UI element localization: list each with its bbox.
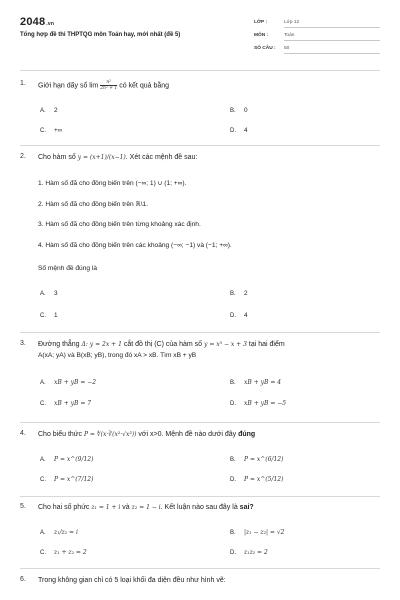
option-b[interactable]: B. 0 (230, 107, 248, 114)
question-number: 6. (20, 576, 26, 583)
question-text: Cho hai số phức z₁ = 1 + i và z₂ = 1 − i. Kết luận nào sau đây là sai? (38, 504, 254, 511)
question-text: Cho hàm số y = (x+1)/(x−1). Xét các mệnh đề sau: (38, 154, 198, 161)
option-a[interactable]: A. 2 (40, 107, 58, 114)
question-text: Trong không gian chỉ có 5 loại khối đa diện đều như hình vẽ: (38, 577, 226, 584)
subject-value: Toán (284, 33, 380, 41)
option-d[interactable]: D. z₁z₂ = 2 (230, 549, 268, 556)
option-c[interactable]: C. P = x^(7/12) (40, 476, 94, 483)
question-prompt: Số mệnh đề đúng là (38, 265, 98, 272)
divider (20, 568, 380, 569)
option-b[interactable]: B. xB + yB = 4 (230, 379, 282, 386)
option-c[interactable]: C. 1 (40, 312, 58, 319)
question-number: 4. (20, 430, 26, 437)
question-text: Cho biểu thức P = ∜(x·∛(x²·√x³)) với x>0. Mệnh đề nào dưới đây đúng (38, 431, 256, 438)
question-number: 2. (20, 153, 26, 160)
page-header (0, 0, 400, 70)
statement-4: 4. Hàm số đã cho đồng biến trên các khoảng (−∞; −1) và (−1; +∞). (38, 242, 232, 249)
option-d[interactable]: D. P = x^(5/12) (230, 476, 284, 483)
option-b[interactable]: B. P = x^(6/12) (230, 456, 284, 463)
question-text: Đường thẳng Δ: y = 2x + 1 cắt đồ thị (C) của hàm số y = x³ − x + 3 tại hai điểm (38, 341, 285, 348)
question-count-label: SỐ CÂU : (254, 46, 276, 51)
class-value: Lớp 12 (284, 20, 380, 28)
option-c[interactable]: C. +∞ (40, 127, 63, 134)
question-number: 1. (20, 80, 26, 87)
option-d[interactable]: D. 4 (230, 312, 248, 319)
option-a[interactable]: A. xB + yB = −2 (40, 379, 97, 386)
statement-1: 1. Hàm số đã cho đồng biến trên (−∞; 1) ∪ (1; +∞). (38, 180, 187, 187)
subject-label: MÔN : (254, 33, 269, 38)
divider (20, 332, 380, 333)
class-label: LỚP : (254, 20, 268, 25)
question-count-value: 50 (284, 46, 380, 54)
option-b[interactable]: B. 2 (230, 290, 248, 297)
question-number: 3. (20, 340, 26, 347)
option-a[interactable]: A. P = x^(9/12) (40, 456, 94, 463)
divider (20, 422, 380, 423)
option-d[interactable]: D. xB + yB = −5 (230, 400, 287, 407)
statement-3: 3. Hàm số đã cho đồng biến trên từng khoảng xác định. (38, 221, 201, 228)
question-text: Giới hạn dãy số lim $\frac{\text{n²}}{\text{2n² + 1}}$ có kết quả bằng (38, 80, 170, 91)
question-text-line-2: A(xA; yA) và B(xB; yB), trong đó xA > xB. Tìm xB + yB (38, 352, 197, 359)
divider (20, 70, 380, 71)
option-a[interactable]: A. 3 (40, 290, 58, 297)
question-number: 5. (20, 503, 26, 510)
option-a[interactable]: A. z₁/z₂ = i (40, 529, 78, 536)
statement-2: 2. Hàm số đã cho đồng biến trên ℝ\1. (38, 201, 149, 208)
divider (20, 145, 380, 146)
option-c[interactable]: C. xB + yB = 7 (40, 400, 92, 407)
option-b[interactable]: B. |z₁ − z₂| = √2 (230, 529, 285, 536)
page-title: Tổng hợp đề thi THPTQG môn Toán hay, mới nhất (đề 5) (20, 32, 181, 38)
divider (20, 496, 380, 497)
option-d[interactable]: D. 4 (230, 127, 248, 134)
option-c[interactable]: C. z₁ + z₂ = 2 (40, 549, 87, 556)
site-logo[interactable]: 2048.vn (20, 16, 55, 28)
